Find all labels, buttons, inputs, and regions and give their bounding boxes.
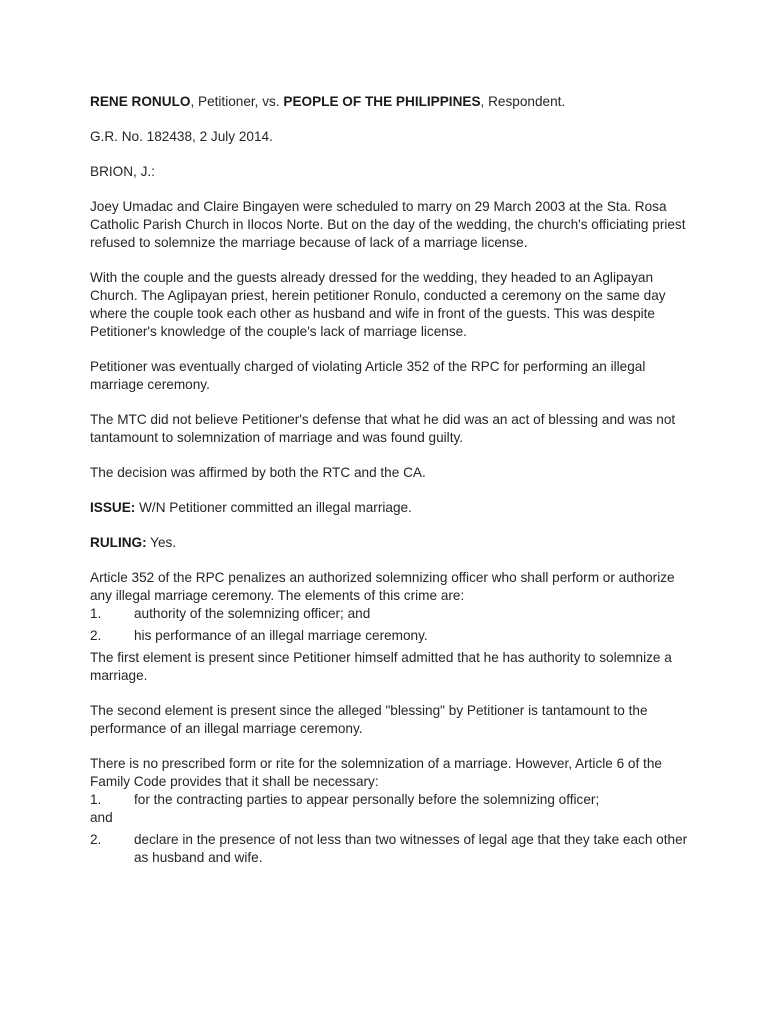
petitioner-name: RENE RONULO [90,94,191,109]
list-item [90,627,690,645]
list-text: authority of the solemnizing officer; and [134,606,371,621]
list-number: 2. [90,628,102,643]
first-element-paragraph: The first element is present since Petitioner himself admitted that he has authority to solemnize a marriage. [90,650,672,683]
ponente: BRION, J.: [90,164,155,179]
facts-paragraph-5: The decision was affirmed by both the RTC and the CA. [90,465,426,480]
issue-label: ISSUE: [90,500,136,515]
list-number: 2. [90,832,102,847]
respondent-name: PEOPLE OF THE PHILIPPINES [283,94,481,109]
list-item [90,605,690,623]
list-item [90,791,690,809]
case-title [90,93,690,111]
issue-text: W/N Petitioner committed an illegal marriage. [135,500,412,515]
family-code-paragraph: There is no prescribed form or rite for the solemnization of a marriage. However, Article 6 of the Family Code provides that it shall be necessary: [90,756,662,789]
list-text: declare in the presence of not less than two witnesses of legal age that they take each other as husband and wife. [134,832,688,865]
document-page [90,93,690,867]
list-item [90,831,690,867]
ruling-text: Yes. [146,535,177,550]
list-continuation: and [90,810,113,825]
ruling-intro: Article 352 of the RPC penalizes an authorized solemnizing officer who shall perform or authorize any illegal marriage ceremony. The elements of this crime are: [90,570,675,603]
case-versus: , Petitioner, vs. [190,94,284,109]
list-number: 1. [90,792,102,807]
list-number: 1. [90,606,102,621]
facts-paragraph-2: With the couple and the guests already dressed for the wedding, they headed to an Aglipayan Church. The Aglipayan priest, herein petitioner Ronulo, conducted a ceremony on the same day where the couple took each other as husband and wife in front of the guests. This was despite Petitioner's knowledge of the couple's lack of marriage license. [90,270,666,339]
issue-line [90,499,690,517]
facts-paragraph-3: Petitioner was eventually charged of violating Article 352 of the RPC for performing an illegal marriage ceremony. [90,359,646,392]
facts-paragraph-1: Joey Umadac and Claire Bingayen were scheduled to marry on 29 March 2003 at the Sta. Rosa Catholic Parish Church in Ilocos Norte. But on the day of the wedding, the church's officiating priest refused to solemnize the marriage because of lack of a marriage license. [90,199,686,250]
facts-paragraph-4: The MTC did not believe Petitioner's defense that what he did was an act of blessing and was not tantamount to solemnization of marriage and was found guilty. [90,412,676,445]
list-text: for the contracting parties to appear personally before the solemnizing officer; [134,792,600,807]
second-element-paragraph: The second element is present since the alleged "blessing" by Petitioner is tantamount to the performance of an illegal marriage ceremony. [90,703,648,736]
ruling-label: RULING: [90,535,147,550]
list-text: his performance of an illegal marriage ceremony. [134,628,428,643]
ruling-line [90,534,690,552]
respondent-suffix: , Respondent. [480,94,566,109]
case-citation: G.R. No. 182438, 2 July 2014. [90,129,273,144]
